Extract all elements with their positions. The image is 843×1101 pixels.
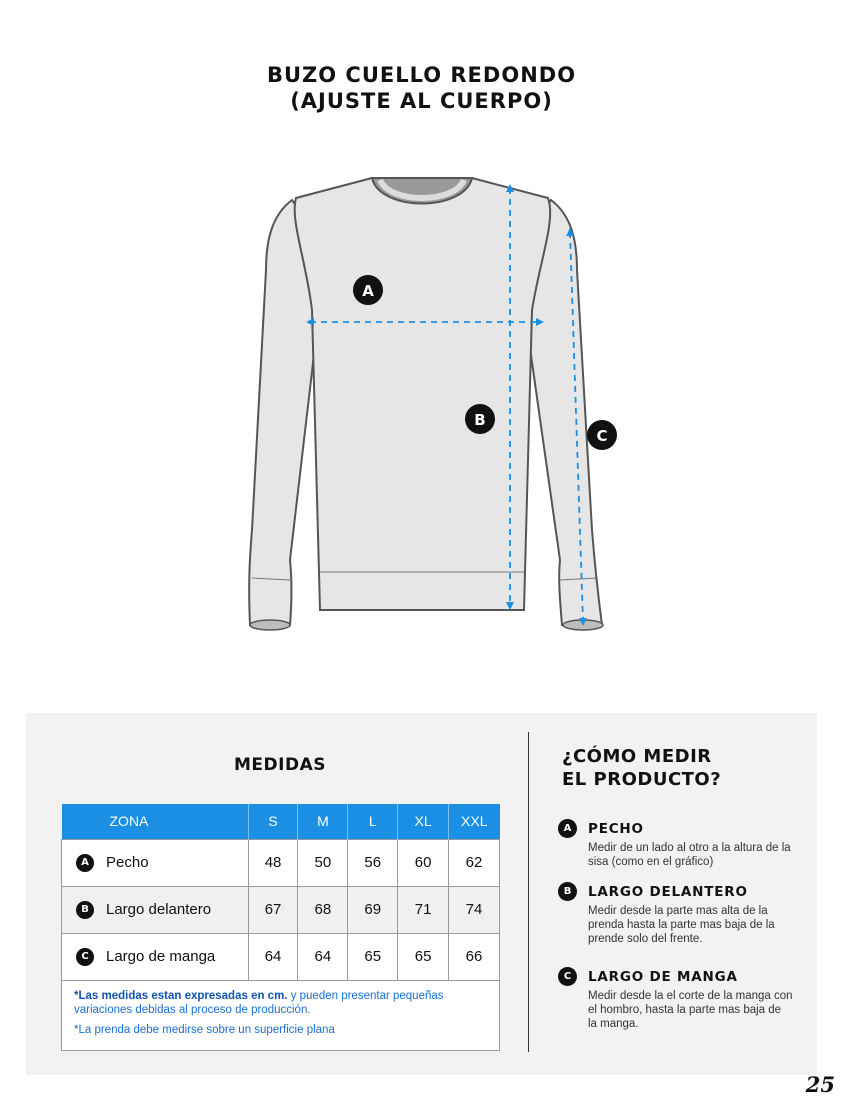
badge-b: B [76, 901, 94, 919]
table-row [62, 839, 500, 886]
measures-title: MEDIDAS [234, 755, 326, 775]
how-to-title-line-1: ¿CÓMO MEDIR [562, 746, 712, 767]
size-table [61, 804, 500, 981]
badge-a: A [76, 854, 94, 872]
how-item-largo-delantero [558, 882, 798, 946]
header-size-xxl: XXL [449, 804, 500, 839]
sweater-body [295, 178, 551, 610]
badge-c: C [76, 948, 94, 966]
header-size-m: M [298, 804, 348, 839]
value-cell: 65 [398, 933, 449, 980]
note-2: *La prenda debe medirse sobre un superficie plana [74, 1024, 335, 1036]
value-cell: 50 [298, 839, 348, 886]
how-item-name: LARGO DE MANGA [588, 968, 738, 985]
zone-cell [62, 886, 249, 933]
value-cell: 65 [348, 933, 398, 980]
how-to-title [562, 745, 802, 791]
value-cell: 64 [298, 933, 348, 980]
panel-divider [528, 732, 529, 1052]
value-cell: 69 [348, 886, 398, 933]
table-row [62, 933, 500, 980]
marker-b [465, 404, 495, 434]
note-1 [74, 989, 487, 1017]
value-cell: 60 [398, 839, 449, 886]
header-size-s: S [248, 804, 298, 839]
how-item-pecho [558, 819, 798, 869]
svg-text:C: C [596, 427, 608, 445]
how-item-desc: Medir desde la el corte de la manga con el hombro, hasta la parte mas baja de la manga. [588, 990, 793, 1030]
badge-b: B [558, 882, 577, 901]
sweater-diagram [0, 160, 843, 660]
header-zona: ZONA [62, 804, 249, 839]
how-item-name: LARGO DELANTERO [588, 883, 748, 900]
page-number: 25 [805, 1072, 835, 1097]
how-item-name: PECHO [588, 820, 644, 837]
svg-text:B: B [474, 411, 486, 429]
how-item-largo-de-manga [558, 967, 798, 1031]
value-cell: 74 [449, 886, 500, 933]
measurement-notes [61, 981, 500, 1051]
header-size-xl: XL [398, 804, 449, 839]
zone-cell [62, 933, 249, 980]
value-cell: 71 [398, 886, 449, 933]
table-row [62, 886, 500, 933]
how-to-title-line-2: EL PRODUCTO? [562, 769, 722, 790]
value-cell: 56 [348, 839, 398, 886]
note-1-bold: *Las medidas estan expresadas en cm. [74, 990, 288, 1002]
how-item-head [558, 819, 798, 838]
value-cell: 48 [248, 839, 298, 886]
title-line-1: BUZO CUELLO REDONDO [266, 63, 577, 87]
svg-text:A: A [362, 282, 374, 300]
header-size-l: L [348, 804, 398, 839]
how-item-head [558, 882, 798, 901]
page-title [0, 62, 843, 114]
value-cell: 66 [449, 933, 500, 980]
how-item-head [558, 967, 798, 986]
note-1-rest: y pueden presentar pequeñas variaciones debidas al proceso de producción. [74, 990, 444, 1016]
zone-label: Pecho [106, 854, 149, 872]
zone-label: Largo delantero [106, 901, 212, 919]
how-item-desc: Medir de un lado al otro a la altura de la sisa (como en el gráfico) [588, 842, 791, 868]
zone-cell [62, 839, 249, 886]
how-item-desc: Medir desde la parte mas alta de la prenda hasta la parte mas baja de la prende solo del frente. [588, 905, 775, 945]
value-cell: 62 [449, 839, 500, 886]
value-cell: 67 [248, 886, 298, 933]
badge-a: A [558, 819, 577, 838]
marker-c [587, 420, 617, 450]
value-cell: 64 [248, 933, 298, 980]
zone-label: Largo de manga [106, 948, 216, 966]
badge-c: C [558, 967, 577, 986]
title-line-2: (AJUSTE AL CUERPO) [290, 89, 553, 113]
marker-a [353, 275, 383, 305]
left-cuff-opening [250, 620, 290, 630]
table-header-row [62, 804, 500, 839]
value-cell: 68 [298, 886, 348, 933]
